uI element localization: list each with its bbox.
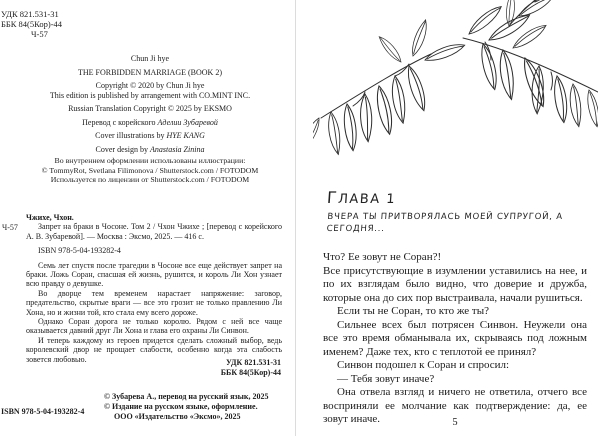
page-number: 5 (452, 417, 458, 428)
udk-code: УДК 821.531-31 (1, 9, 59, 19)
cover-illustrations-credit (12, 131, 288, 141)
original-title: THE FORBIDDEN MARRIAGE (BOOK 2) (78, 67, 222, 77)
russian-copyright: Russian Translation Copyright © 2025 by EKSMO (68, 104, 232, 113)
udk-code-bottom: УДК 821.531-31 (225, 358, 281, 367)
paragraph: Что? Ее зовут не Соран?! (323, 251, 442, 263)
interior-illustration-credit (12, 156, 288, 185)
catalog-isbn: ISBN 978-5-04-193282-4 (38, 246, 121, 256)
cover-illustrator-name: HYE KANG (166, 131, 205, 140)
cover-illustrations-prefix: Cover illustrations by (95, 131, 167, 140)
catalog-author-heading: Чжихе, Чхон. (26, 213, 74, 222)
paragraph: Она отвела взгляд и ничего не ответила, отчего все восприняли ее молчание как подтверждение: да, ее зовут иначе. (323, 386, 587, 425)
publisher-copyright-line-3: ООО «Издательство «Эксмо», 2025 (114, 411, 241, 421)
translation-credit-prefix: Перевод с корейского (82, 117, 158, 127)
illustration-credit-line-2: © TommyRot, Svetlana Filimonova / Shutterstock.com / FOTODOM (41, 165, 259, 175)
author-sign-code: Ч-57 (31, 29, 48, 39)
cover-designer-name: Anastasia Zinina (149, 144, 205, 154)
author-name-en: Chun Ji hye (130, 54, 170, 63)
bbk-code-bottom: ББК 84(5Кор)-44 (220, 367, 281, 377)
book-annotation (26, 261, 282, 364)
bottom-isbn: ISBN 978-5-04-193282-4 (1, 407, 85, 416)
publisher-copyright-block (104, 392, 268, 421)
cover-design-prefix: Cover design by (95, 144, 150, 154)
annotation-paragraph: И теперь каждому из героев придется сделать сложный выбор, ведь королевский двор не прощает слабости, особенно когда эта слабость зовется любовью. (26, 335, 282, 364)
chapter-body-text (323, 251, 587, 427)
publisher-copyright-line-1: © Зубарева А., перевод на русский язык, 2025 (104, 392, 269, 401)
annotation-paragraph: Семь лет спустя после трагедии в Чосоне все еще действует запрет на браки. Ложь Соран, спасшая ей жизнь, рушится, и король Ли Хон узнает всю правду о девушке. (26, 260, 282, 289)
margin-author-sign: Ч-57 (2, 223, 18, 232)
copyright-line-2: This edition is published by arrangement with CO.MINT INC. (49, 90, 251, 100)
paragraph: Все присутствующие в изумлении уставились на нее, и по их взглядам было видно, что доверие и дружба, которые она до сих пор выстраивала, начали рушиться. (323, 264, 587, 304)
translation-credit (12, 118, 288, 128)
copyright-notice (12, 81, 288, 100)
paragraph: Синвон подошел к Соран и спросил: (337, 359, 510, 371)
cover-design-credit (12, 145, 288, 155)
paragraph: Сильнее всех был потрясен Синвон. Неужели она все это время обманывала их, скрываясь под ложным именем? Даже тех, кто с теплотой ее принял? (323, 318, 587, 358)
translator-name: Аделии Зубаревой (157, 117, 218, 127)
catalog-entry (26, 213, 282, 364)
willow-branches-illustration (313, 0, 598, 186)
bottom-classification-codes (221, 358, 281, 378)
bbk-code: ББК 84(5Кор)-44 (1, 19, 63, 29)
annotation-paragraph: Однако Соран дорога не только королю. Рядом с ней все чаще оказывается давний друг Ли Хона и глава его охраны Ли Синвон. (26, 317, 282, 336)
annotation-paragraph: Во дворце тем временем нарастает напряжение: заговор, предательство, скрытые враги — все это грозит не только правлению Ли Хона, но и жизни той, кто стала ему всего дороже. (26, 288, 282, 317)
chapter-subtitle: ВЧЕРА ТЫ ПРИТВОРЯЛАСЬ МОЕЙ СУПРУГОЙ, А СЕГОДНЯ... (326, 212, 564, 234)
paragraph: Если ты не Соран, то кто же ты? (337, 305, 489, 317)
copyright-line-1: Copyright © 2020 by Chun Ji hye (95, 81, 205, 90)
publisher-copyright-line-2: © Издание на русском языке, оформление. (104, 401, 258, 411)
paragraph: — Тебя зовут иначе? (337, 372, 435, 385)
illustration-credit-line-3: Используется по лицензии от Shutterstock.com / FOTODOM (50, 175, 250, 184)
catalog-description: Запрет на браки в Чосоне. Том 2 / Чхон Чжихе ; [перевод с корейского А. В. Зубаревой]. — Москва : Эксмо, 2025. — 416 с. (26, 222, 282, 241)
classification-codes (1, 9, 62, 39)
chapter-heading: ГЛАВА 1 (326, 188, 397, 207)
chapter-page (295, 0, 600, 436)
copyright-block (12, 54, 288, 158)
illustration-credit-line-1: Во внутреннем оформлении использованы иллюстрации: (54, 156, 246, 165)
copyright-page (0, 0, 295, 436)
